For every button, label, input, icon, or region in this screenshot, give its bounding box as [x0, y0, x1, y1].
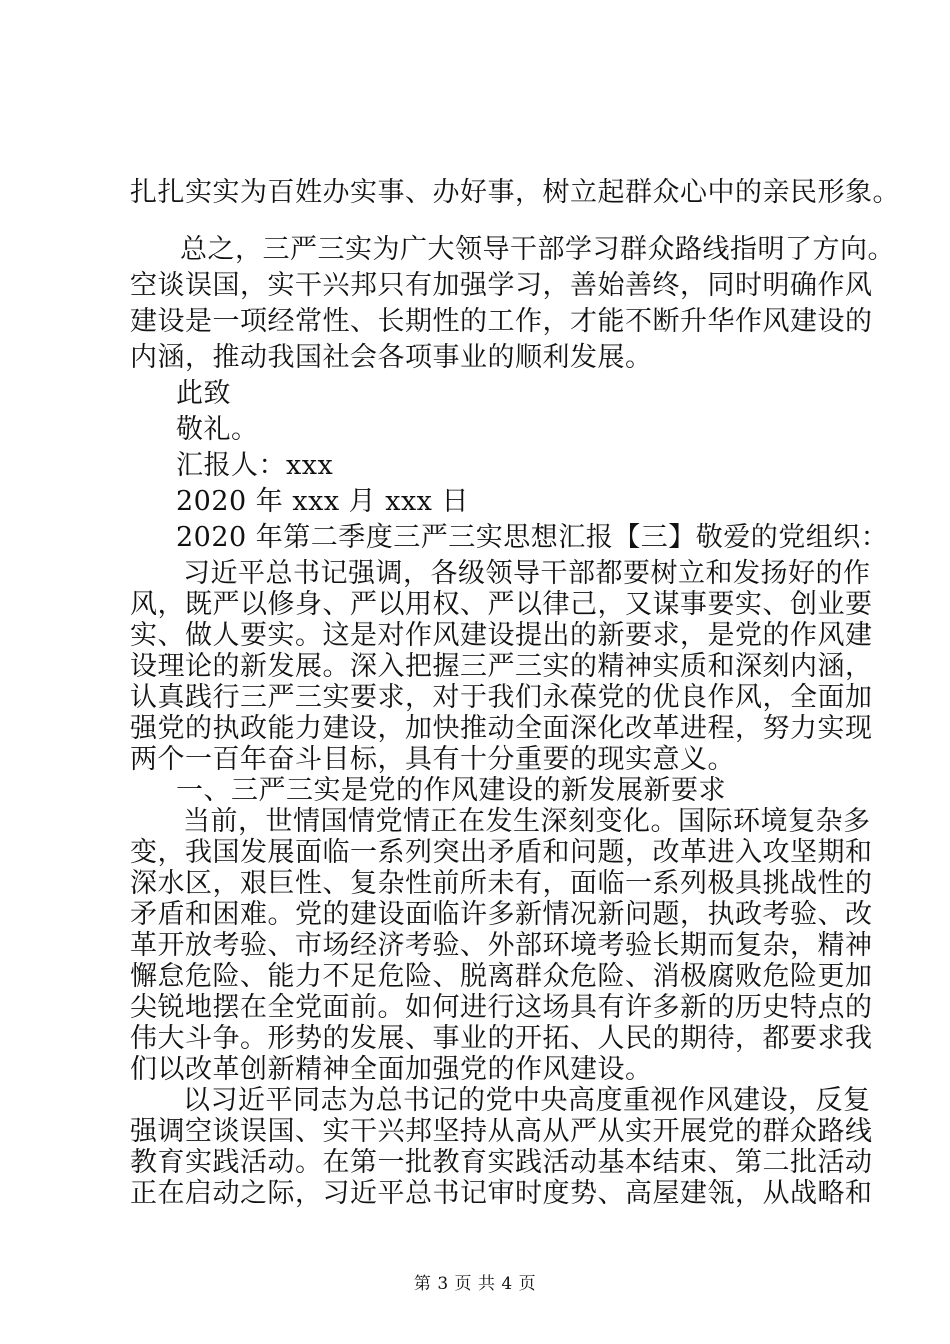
- text-line: 正在启动之际，习近平总书记审时度势、高屋建瓴，从战略和: [130, 1178, 873, 1209]
- text-line: 汇报人：xxx: [176, 450, 334, 481]
- text-line: 们以改革创新精神全面加强党的作风建设。: [130, 1054, 653, 1085]
- text-line: 实、做人要实。这是对作风建设提出的新要求，是党的作风建: [130, 620, 873, 651]
- text-line: 敬礼。: [176, 414, 259, 445]
- text-line: 深水区，艰巨性、复杂性前所未有，面临一系列极具挑战性的: [130, 868, 873, 899]
- text-line: 空谈误国，实干兴邦只有加强学习，善始善终，同时明确作风: [130, 270, 873, 301]
- text-line: 建设是一项经常性、长期性的工作，才能不断升华作风建设的: [130, 306, 873, 337]
- text-line: 变，我国发展面临一系列突出矛盾和问题，改革进入攻坚期和: [130, 837, 873, 868]
- text-line: 强党的执政能力建设，加快推动全面深化改革进程，努力实现: [130, 713, 873, 744]
- text-line: 认真践行三严三实要求，对于我们永葆党的优良作风，全面加: [130, 682, 873, 713]
- text-line: 习近平总书记强调，各级领导干部都要树立和发扬好的作: [183, 558, 871, 589]
- section-title: 2020 年第二季度三严三实思想汇报【三】敬爱的党组织：: [176, 522, 889, 553]
- text-line: 风，既严以修身、严以用权、严以律己，又谋事要实、创业要: [130, 589, 873, 620]
- text-line: 当前，世情国情党情正在发生深刻变化。国际环境复杂多: [183, 806, 871, 837]
- text-line: 设理论的新发展。深入把握三严三实的精神实质和深刻内涵，: [130, 651, 873, 682]
- text-line: 以习近平同志为总书记的党中央高度重视作风建设，反复: [183, 1085, 871, 1116]
- text-line: 尖锐地摆在全党面前。如何进行这场具有许多新的历史特点的: [130, 992, 873, 1023]
- text-line: 扎扎实实为百姓办实事、办好事，树立起群众心中的亲民形象。: [130, 177, 900, 208]
- text-line: 两个一百年奋斗目标，具有十分重要的现实意义。: [130, 744, 735, 775]
- text-line: 此致: [176, 378, 231, 409]
- text-line: 总之，三严三实为广大领导干部学习群众路线指明了方向。: [180, 234, 895, 265]
- text-line: 矛盾和困难。党的建设面临许多新情况新问题，执政考验、改: [130, 899, 873, 930]
- text-line: 2020 年 xxx 月 xxx 日: [176, 486, 469, 517]
- text-line: 内涵，推动我国社会各项事业的顺利发展。: [130, 342, 653, 373]
- text-line: 教育实践活动。在第一批教育实践活动基本结束、第二批活动: [130, 1147, 873, 1178]
- page-footer: 第 3 页 共 4 页: [413, 1274, 537, 1294]
- text-line: 懈怠危险、能力不足危险、脱离群众危险、消极腐败危险更加: [130, 961, 873, 992]
- text-line: 伟大斗争。形势的发展、事业的开拓、人民的期待，都要求我: [130, 1023, 873, 1054]
- subheading: 一、三严三实是党的作风建设的新发展新要求: [176, 775, 726, 806]
- text-line: 革开放考验、市场经济考验、外部环境考验长期而复杂，精神: [130, 930, 873, 961]
- text-line: 强调空谈误国、实干兴邦坚持从高从严从实开展党的群众路线: [130, 1116, 873, 1147]
